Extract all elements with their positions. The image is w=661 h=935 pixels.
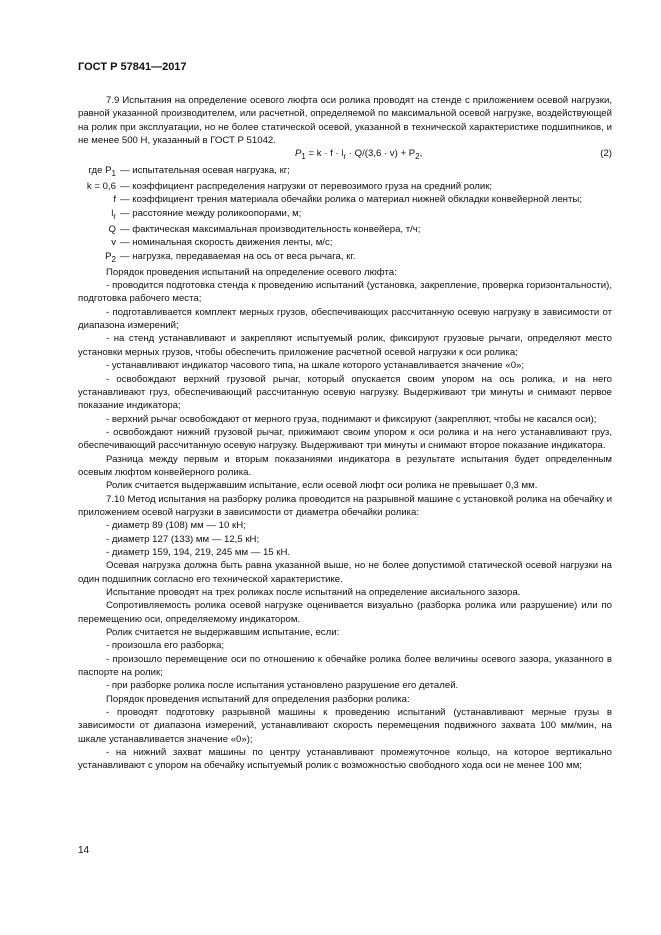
body-paragraph: Порядок проведения испытаний для определения разборки ролика: [106, 693, 410, 705]
body-paragraph: Ролик считается не выдержавшим испытание, если: [106, 627, 340, 639]
body-paragraph: - при разборке ролика после испытания установлено разрушение его деталей. [106, 680, 459, 692]
body-paragraph: - освобождают нижний грузовой рычаг, прижимают своим упором к оси ролика и на него устанавливают груз, обеспечивающий рассчитанную осевую нагрузку. Выдерживают три минуты и снимают второе показание индикатора. [78, 426, 612, 452]
definition-symbol: k = 0,6 [86, 180, 116, 192]
standard-header: ГОСТ Р 57841—2017 [78, 61, 187, 73]
definition-item [78, 164, 612, 180]
definition-item [78, 193, 612, 206]
definition-text: — номинальная скорость движения ленты, м/с; [120, 237, 333, 249]
definition-text: — коэффициент трения материала обечайки ролика о материал нижней обкладки конвейерной ленты; [120, 194, 582, 206]
page-content [78, 94, 612, 773]
definition-text: — нагрузка, передаваемая на ось от веса рычага, кг. [120, 250, 356, 262]
body-paragraph: Испытание проводят на трех роликах после испытаний на определение аксиального зазора. [106, 587, 521, 598]
body-paragraph: - освобождают верхний грузовой рычаг, который опускается своим упором на ось ролика, и на него устанавливают груз, обеспечивающий рассчитанную осевую нагрузку. Выдерживают три минуты и снимают первое показание индикатора; [78, 373, 612, 412]
definition-item [78, 236, 612, 249]
body-paragraph: - на нижний захват машины по центру устанавливают промежуточное кольцо, на которое вертикально устанавливают с упором на обечайку испытуемый ролик с возможностью свободного хода оси не менее 100 мм; [78, 747, 612, 772]
body-paragraph: Сопротивляемость ролика осевой нагрузке оценивается визуально (разборка ролика или разрушение) или по перемещению оси, определяемому индикатором. [78, 600, 612, 625]
definition-symbol: v [111, 237, 116, 249]
body-paragraph: - на стенд устанавливают и закрепляют испытуемый ролик, фиксируют грузовые рычаги, определяют место установки мерных грузов, чтобы обеспечить приложение расчетной осевой нагрузки к оси ролика; [78, 333, 612, 358]
body-paragraph: - диаметр 89 (108) мм — 10 кН; [106, 520, 246, 532]
definition-item [78, 250, 612, 266]
body-paragraph: - верхний рычаг освобождают от мерного груза, поднимают и фиксируют (закрепляют, чтобы не касался оси); [106, 413, 597, 425]
body-paragraph: - проводят подготовку разрывной машины к проведению испытаний (устанавливают мерные грузы в зависимости от диапазона измерений, устанавливают скорость перемещения подвижного захвата 100 мм/мин, на шкале устанавливается значение «0»); [78, 707, 612, 745]
definition-text: — расстояние между роликоопорами, м; [120, 207, 302, 219]
definition-symbol: f [113, 194, 116, 206]
definition-text: — испытательная осевая нагрузка, кг; [120, 164, 290, 176]
body-paragraph: Осевая нагрузка должна быть равна указанной выше, но не более допустимой статической осевой нагрузки на один подшипник согласно его технической характеристике. [78, 560, 612, 585]
definition-symbol: $l_r$ [111, 207, 116, 221]
body-paragraph: - диаметр 127 (133) мм — 12,5 кН; [106, 533, 260, 545]
body-paragraph: - подготавливается комплект мерных грузов, обеспечивающих рассчитанную осевую нагрузку в зависимости от диапазона измерений; [78, 306, 612, 332]
body-paragraph: Ролик считается выдержавшим испытание, если осевой люфт оси ролика не превышает 0,3 мм. [106, 480, 538, 492]
definition-symbol: Q [108, 223, 116, 235]
body-paragraphs [78, 266, 612, 773]
definition-text: — фактическая максимальная производительность конвейера, т/ч; [120, 223, 421, 235]
definition-text: — коэффициент распределения нагрузки от перевозимого груза на средний ролик; [120, 180, 493, 192]
formula-2 [78, 147, 612, 163]
definitions-list [78, 164, 612, 266]
definition-symbol: $P_2$ [105, 250, 116, 264]
definition-item [78, 223, 612, 236]
definition-symbol: где $P_1$ [88, 164, 116, 178]
page-number: 14 [78, 845, 90, 856]
formula-expression: $P_1 = k \cdot f \cdot l_r \cdot Q/(3,6 \cdot v) + P_2$, [294, 148, 423, 162]
body-paragraph: Разница между первым и вторым показаниями индикатора в результате испытания будет определенным осевым люфтом конвейерного ролика. [78, 453, 612, 478]
definition-item [78, 207, 612, 223]
formula-number: (2) [600, 148, 612, 160]
body-paragraph: - произошло перемещение оси по отношению к обечайке ролика более величины осевого зазора, указанного в паспорте на ролик; [78, 653, 612, 679]
definition-item [78, 180, 612, 193]
body-paragraph: Порядок проведения испытаний на определение осевого люфта: [106, 266, 397, 278]
intro-paragraph: 7.9 Испытания на определение осевого люфта оси ролика проводят на стенде с приложением осевой нагрузки, равной указанной производителем, или расчетной, определяемой по максимальной осевой нагрузке, воздействующей на ролик при эксплуатации, но не более статической осевой, указанной в технической характеристике подшипников, и не менее 500 Н, указанный в ГОСТ Р 51042. [78, 95, 612, 147]
body-paragraph: - произошла его разборка; [106, 640, 225, 652]
body-paragraph: 7.10 Метод испытания на разборку ролика проводится на разрывной машине с установкой ролика на обечайку и приложением осевой нагрузки в зависимости от диаметра обечайки ролика: [78, 493, 612, 518]
body-paragraph: - проводится подготовка стенда к проведению испытаний (установка, закрепление, проверка горизонтальности), подготовка рабочего места; [78, 280, 612, 305]
body-paragraph: - диаметр 159, 194, 219, 245 мм — 15 кН. [106, 546, 291, 558]
body-paragraph: - устанавливают индикатор часового типа, на шкале которого устанавливается значение «0»; [106, 360, 525, 372]
